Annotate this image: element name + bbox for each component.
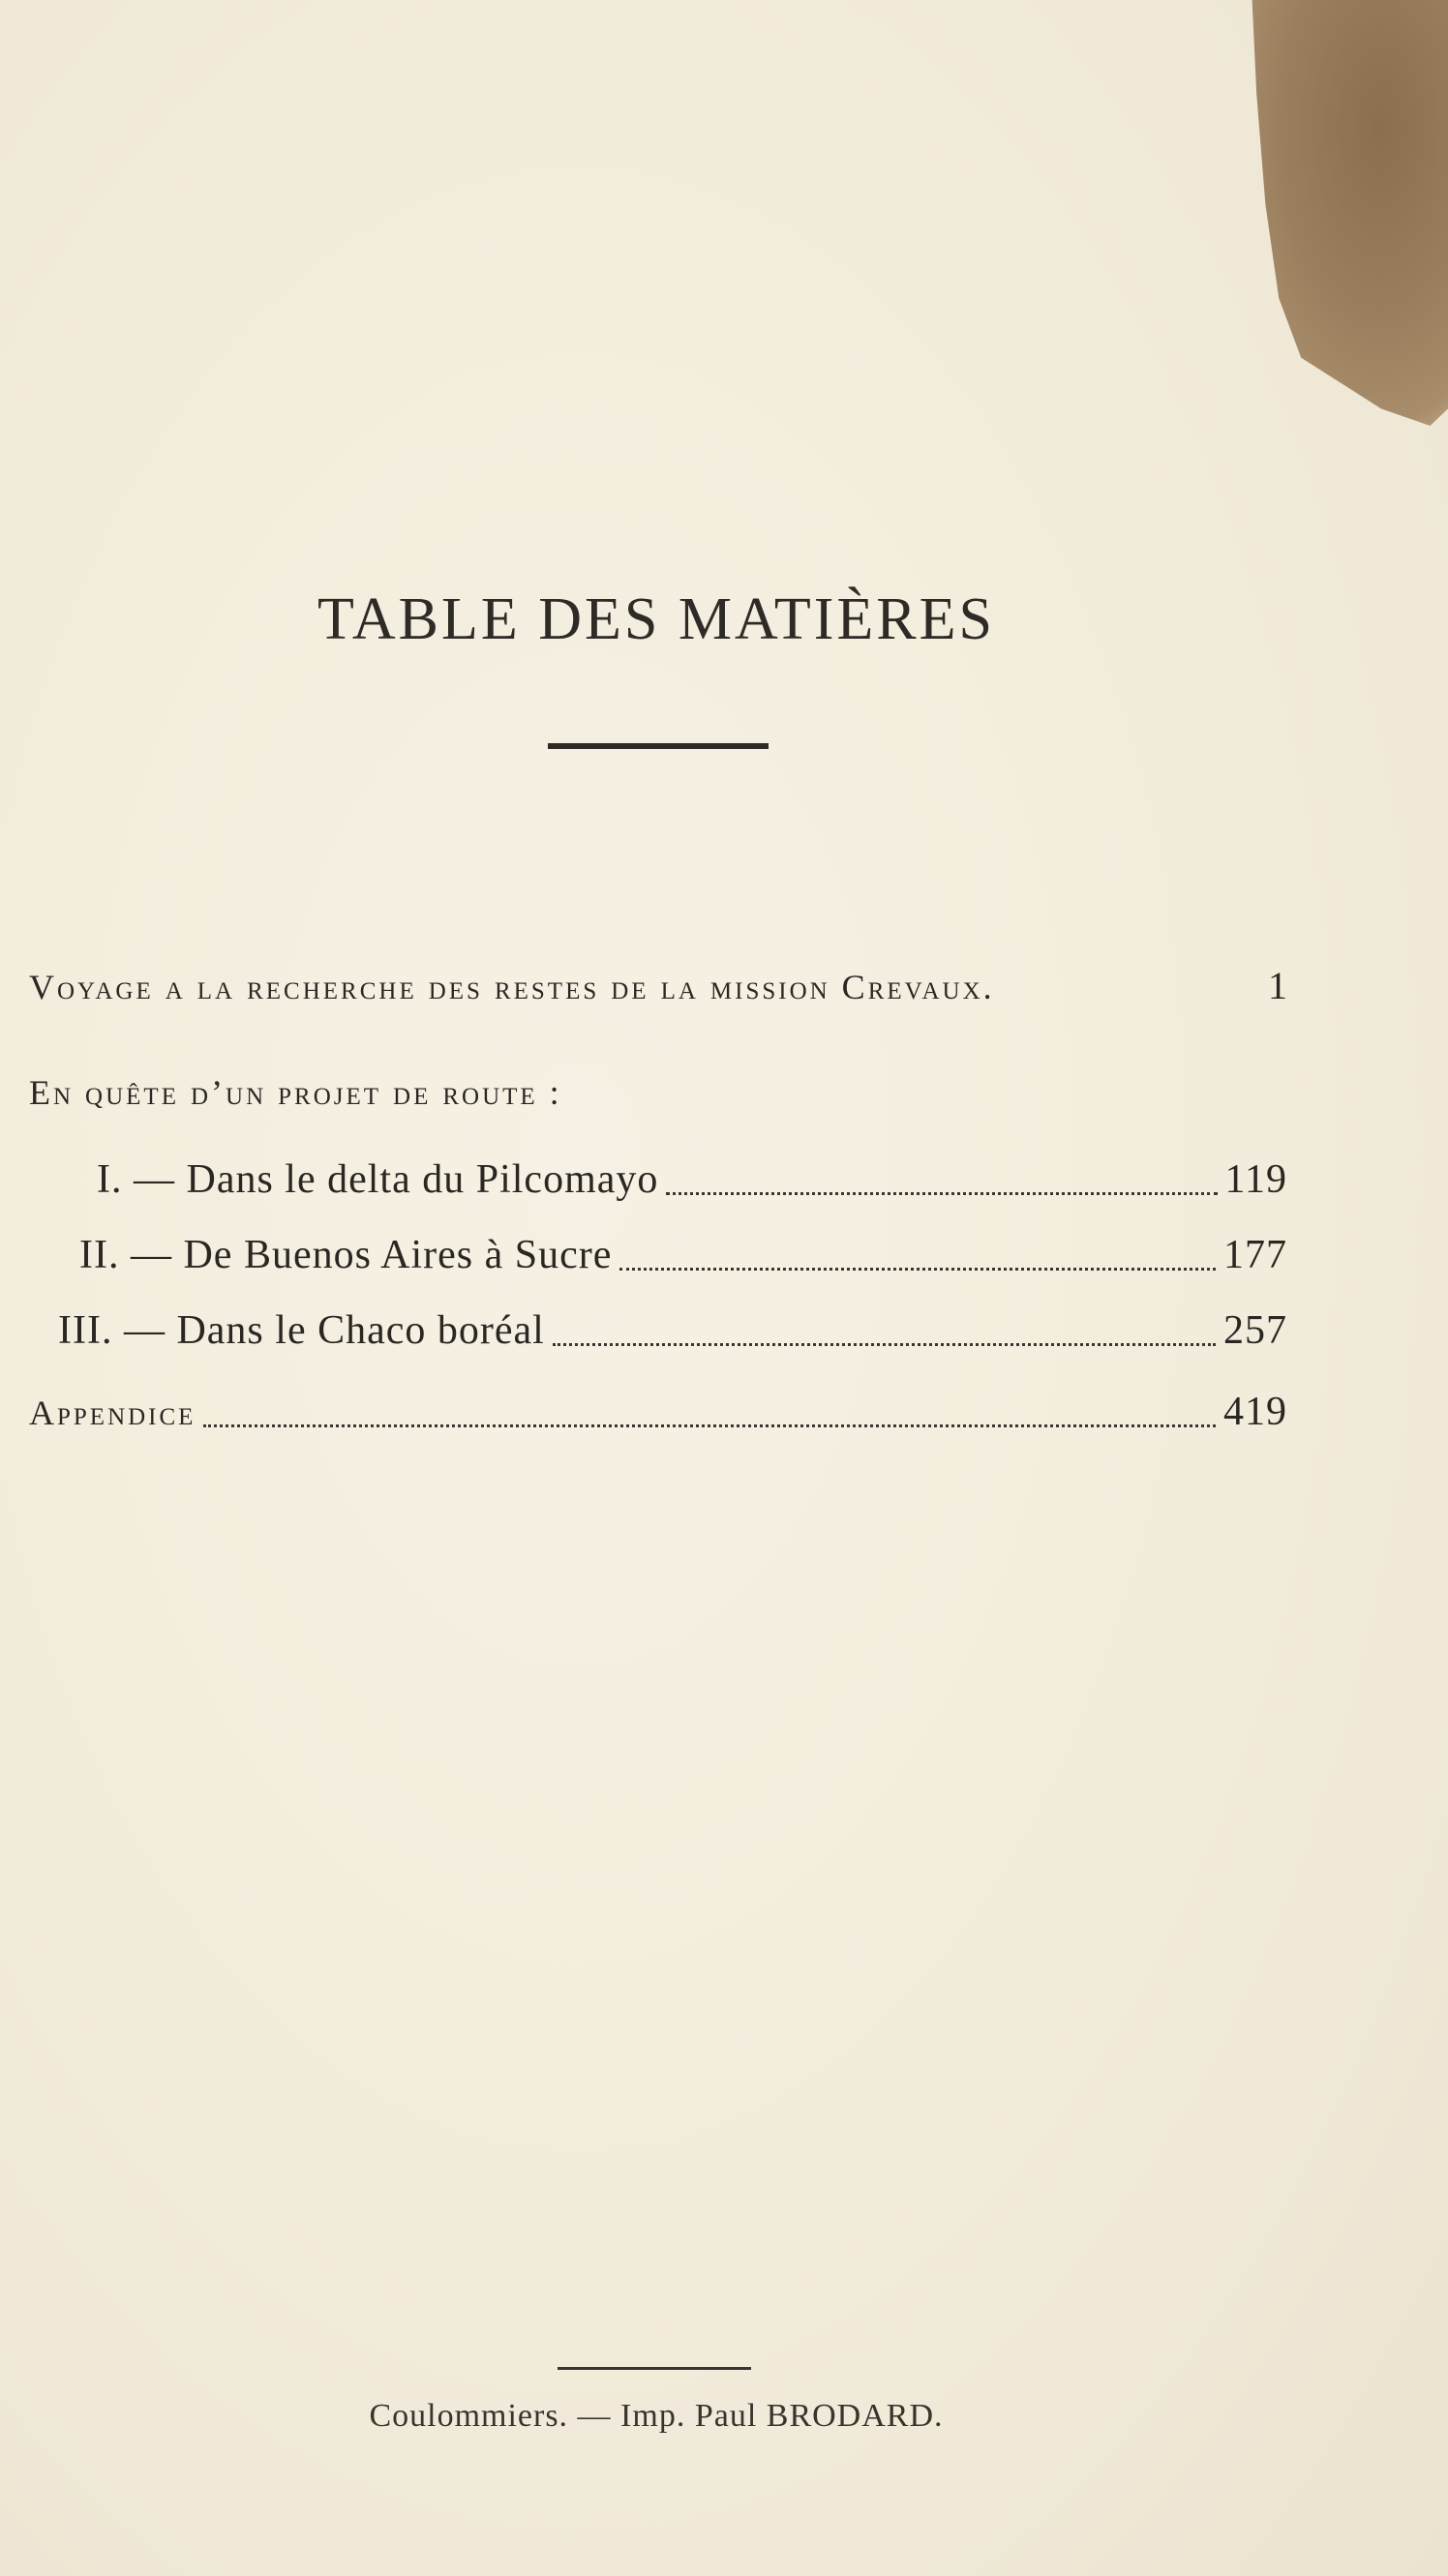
toc-entry-page: 419: [1223, 1390, 1287, 1434]
dot-leader: [203, 1423, 1216, 1427]
toc-entry-chaco: [58, 1307, 1287, 1354]
toc-entry-pilcomayo: [97, 1156, 1287, 1203]
dot-leader: [553, 1342, 1216, 1346]
page-stain: [1225, 0, 1448, 426]
toc-entry-label: II. — De Buenos Aires à Sucre: [79, 1233, 613, 1277]
toc-entry-label: I. — Dans le delta du Pilcomayo: [97, 1157, 659, 1202]
toc-entry-page: 257: [1223, 1308, 1287, 1353]
dot-leader: [619, 1267, 1216, 1271]
toc-section-heading: [29, 1072, 1287, 1113]
toc-entry-voyage: [29, 963, 1287, 1008]
toc-entry-label: Voyage a la recherche des restes de la mission Crevaux.: [29, 968, 995, 1006]
toc-entry-buenos-aires: [79, 1232, 1287, 1278]
toc-entry-page: 1: [1268, 964, 1287, 1007]
imprint-rule: [558, 2367, 751, 2370]
dot-leader: [666, 1191, 1217, 1195]
toc-section-label: En quête d’un projet de route :: [29, 1073, 562, 1112]
toc-entry-page: 119: [1224, 1157, 1287, 1202]
toc-entry-label: Appendice: [29, 1393, 196, 1432]
title-rule: [548, 743, 769, 749]
toc-entry-appendice: [29, 1389, 1287, 1435]
printer-imprint: Coulommiers. — Imp. Paul BRODARD.: [369, 2398, 944, 2434]
toc-entry-page: 177: [1223, 1233, 1287, 1277]
toc-entry-label: III. — Dans le Chaco boréal: [58, 1308, 545, 1353]
page-title: TABLE DES MATIÈRES: [317, 586, 996, 652]
